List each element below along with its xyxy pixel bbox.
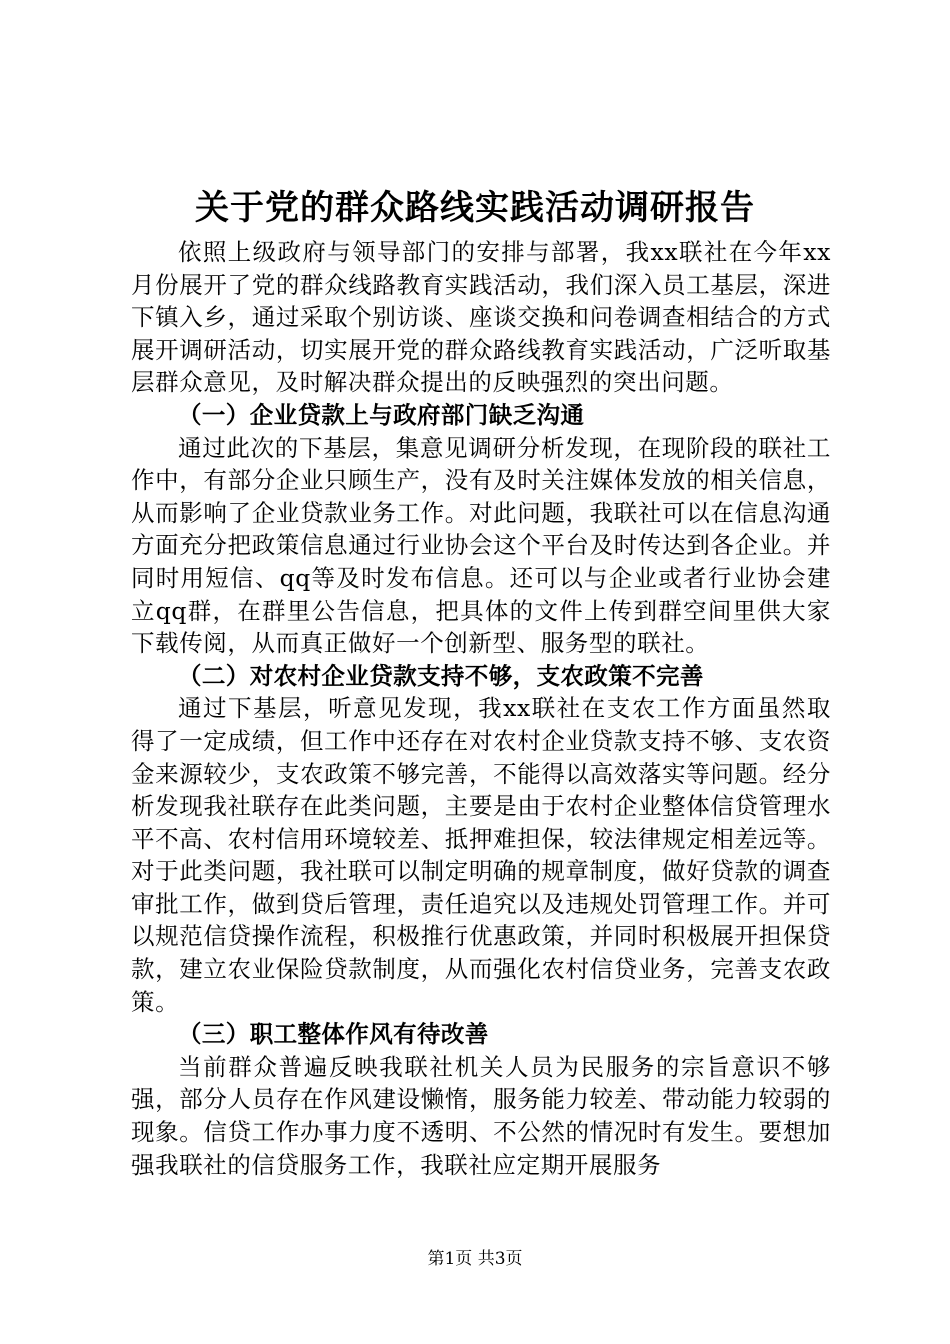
paragraph-section-3: 当前群众普遍反映我联社机关人员为民服务的宗旨意识不够强，部分人员存在作风建设懒惰，服务能力较差、带动能力较弱的现象。信贷工作办事力度不透明、不公然的情况时有发生。要想加强我联社的信贷服务工作，我联社应定期开展服务 [131, 1052, 831, 1179]
paragraph-section-2: 通过下基层，听意见发现，我xx联社在支农工作方面虽然取得了一定成绩，但工作中还存在对农村企业贷款支持不够、支农资金来源较少，支农政策不够完善，不能得以高效落实等问题。经分析发现我社联存在此类问题，主要是由于农村企业整体信贷管理水平不高、农村信用环境较差、抵押难担保，较法律规定相差远等。对于此类问题，我社联可以制定明确的规章制度，做好贷款的调查审批工作，做到贷后管理，责任追究以及违规处罚管理工作。并可以规范信贷操作流程，积极推行优惠政策，并同时积极展开担保贷款，建立农业保险贷款制度，从而强化农村信贷业务，完善支农政策。 [131, 694, 831, 1016]
paragraph-section-1: 通过此次的下基层，集意见调研分析发现，在现阶段的联社工作中，有部分企业只顾生产，没有及时关注媒体发放的相关信息，从而影响了企业贷款业务工作。对此问题，我联社可以在信息沟通方面充分把政策信息通过行业协会这个平台及时传达到各企业。并同时用短信、qq等及时发布信息。还可以与企业或者行业协会建立qq群，在群里公告信息，把具体的文件上传到群空间里供大家下载传阅，从而真正做好一个创新型、服务型的联社。 [131, 433, 831, 658]
section-heading-3: （三）职工整体作风有待改善 [178, 1020, 489, 1049]
paragraph-intro: 依照上级政府与领导部门的安排与部署，我xx联社在今年xx月份展开了党的群众线路教育实践活动，我们深入员工基层，深进下镇入乡，通过采取个别访谈、座谈交换和问卷调查相结合的方式展开调研活动，切实展开党的群众路线教育实践活动，广泛听取基层群众意见，及时解决群众提出的反映强烈的突出问题。 [131, 238, 831, 397]
section-heading-1: （一）企业贷款上与政府部门缺乏沟通 [178, 400, 585, 429]
document-title: 关于党的群众路线实践活动调研报告 [195, 188, 755, 228]
document-body [131, 236, 831, 1181]
section-heading-2: （二）对农村企业贷款支持不够，支农政策不完善 [178, 661, 704, 690]
page-number-footer: 第1页 共3页 [427, 1249, 523, 1269]
